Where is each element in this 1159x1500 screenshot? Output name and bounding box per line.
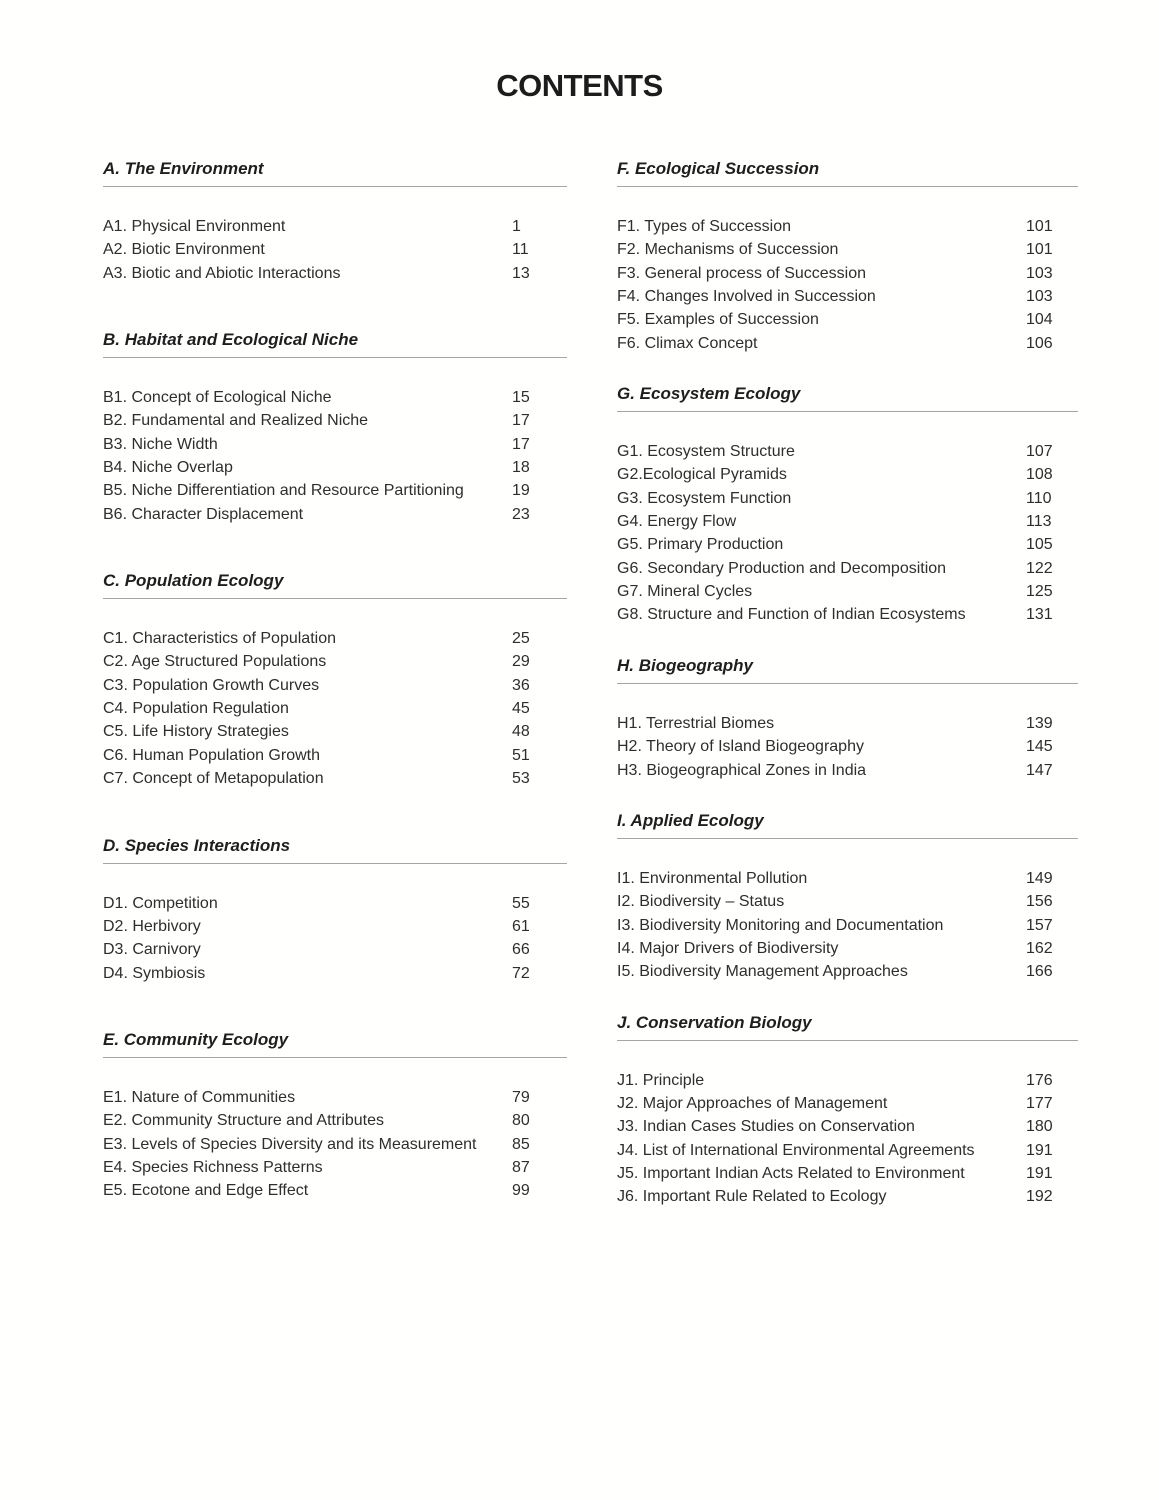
toc-item-page: 103 xyxy=(1026,288,1053,306)
toc-row xyxy=(103,627,567,650)
toc-item-page: 19 xyxy=(512,482,530,500)
toc-row xyxy=(103,892,567,915)
toc-row xyxy=(103,697,567,720)
toc-row xyxy=(617,463,1078,486)
toc-row xyxy=(103,720,567,743)
toc-item-label: G4. Energy Flow xyxy=(617,513,737,531)
toc-item-page: 85 xyxy=(512,1135,530,1153)
section-divider xyxy=(617,411,1078,412)
section-divider xyxy=(103,186,567,187)
toc-item-label: C2. Age Structured Populations xyxy=(103,653,327,671)
toc-item-label: C3. Population Growth Curves xyxy=(103,676,320,694)
toc-item-page: 15 xyxy=(512,389,530,407)
toc-item-label: G3. Ecosystem Function xyxy=(617,489,792,507)
toc-row xyxy=(103,409,567,432)
toc-row xyxy=(103,1156,567,1179)
toc-item-page: 18 xyxy=(512,459,530,477)
toc-row xyxy=(103,1133,567,1156)
toc-item-page: 157 xyxy=(1026,916,1053,934)
toc-item-label: J6. Important Rule Related to Ecology xyxy=(617,1188,887,1206)
toc-item-label: I1. Environmental Pollution xyxy=(617,869,808,887)
section-items xyxy=(617,440,1078,627)
toc-item-label: C4. Population Regulation xyxy=(103,700,289,718)
toc-item-label: B1. Concept of Ecological Niche xyxy=(103,389,332,407)
toc-item-page: 113 xyxy=(1026,513,1052,531)
section-divider xyxy=(617,683,1078,684)
toc-item-page: 29 xyxy=(512,653,530,671)
toc-item-page: 45 xyxy=(512,700,530,718)
toc-item-label: B2. Fundamental and Realized Niche xyxy=(103,412,369,430)
toc-row xyxy=(103,1086,567,1109)
toc-row xyxy=(617,937,1078,960)
toc-item-label: C7. Concept of Metapopulation xyxy=(103,770,324,788)
toc-item-page: 48 xyxy=(512,723,530,741)
toc-item-label: J4. List of International Environmental Agreements xyxy=(617,1141,975,1159)
toc-row xyxy=(617,759,1078,782)
toc-row xyxy=(617,712,1078,735)
section-divider xyxy=(103,598,567,599)
toc-row xyxy=(617,285,1078,308)
toc-row xyxy=(103,386,567,409)
section-heading: E. Community Ecology xyxy=(103,1029,289,1049)
section-divider xyxy=(617,838,1078,839)
toc-section xyxy=(617,1012,1078,1209)
toc-item-page: 166 xyxy=(1026,963,1053,981)
section-divider xyxy=(103,1057,567,1058)
toc-row xyxy=(617,487,1078,510)
toc-row xyxy=(103,674,567,697)
toc-item-page: 108 xyxy=(1026,466,1053,484)
toc-item-label: H1. Terrestrial Biomes xyxy=(617,714,775,732)
page-title: CONTENTS xyxy=(496,68,663,103)
toc-item-label: A2. Biotic Environment xyxy=(103,241,265,259)
toc-row xyxy=(617,735,1078,758)
toc-item-label: G1. Ecosystem Structure xyxy=(617,443,795,461)
toc-item-page: 17 xyxy=(512,412,530,430)
toc-row xyxy=(103,1109,567,1132)
section-heading: G. Ecosystem Ecology xyxy=(617,384,801,404)
toc-column-right xyxy=(617,158,1078,1209)
toc-item-page: 149 xyxy=(1026,869,1053,887)
toc-item-page: 1 xyxy=(512,218,521,235)
toc-row xyxy=(617,1092,1078,1115)
toc-section xyxy=(103,835,567,985)
toc-item-label: E1. Nature of Communities xyxy=(103,1088,296,1106)
section-heading: I. Applied Ecology xyxy=(617,810,764,830)
toc-item-page: 79 xyxy=(512,1088,530,1106)
toc-row xyxy=(617,510,1078,533)
toc-section xyxy=(617,810,1078,984)
toc-item-page: 53 xyxy=(512,770,530,788)
toc-item-label: D3. Carnivory xyxy=(103,941,201,959)
toc-item-label: C1. Characteristics of Population xyxy=(103,630,336,648)
toc-item-page: 23 xyxy=(512,505,530,523)
toc-item-label: G7. Mineral Cycles xyxy=(617,583,753,601)
toc-item-page: 107 xyxy=(1026,443,1053,461)
toc-item-page: 191 xyxy=(1026,1164,1053,1182)
section-items xyxy=(617,712,1078,782)
toc-row xyxy=(103,650,567,673)
toc-item-page: 13 xyxy=(512,264,530,282)
toc-item-page: 55 xyxy=(512,894,530,912)
toc-item-page: 99 xyxy=(512,1182,530,1200)
toc-row xyxy=(617,960,1078,983)
section-heading: D. Species Interactions xyxy=(103,835,291,855)
toc-row xyxy=(617,557,1078,580)
toc-item-page: 101 xyxy=(1026,241,1053,259)
toc-item-label: J5. Important Indian Acts Related to Environment xyxy=(617,1164,965,1182)
toc-item-label: I4. Major Drivers of Biodiversity xyxy=(617,939,839,957)
toc-item-page: 180 xyxy=(1026,1118,1053,1136)
toc-item-page: 162 xyxy=(1026,939,1053,957)
section-divider xyxy=(617,186,1078,187)
toc-item-label: G6. Secondary Production and Decomposition xyxy=(617,559,947,577)
section-items xyxy=(617,867,1078,984)
toc-item-page: 103 xyxy=(1026,264,1053,282)
toc-row xyxy=(617,867,1078,890)
toc-item-label: J2. Major Approaches of Management xyxy=(617,1094,888,1112)
toc-column-left xyxy=(103,158,567,1203)
toc-item-label: A1. Physical Environment xyxy=(103,218,286,235)
toc-item-page: 72 xyxy=(512,964,530,982)
toc-row xyxy=(103,915,567,938)
section-items xyxy=(103,1086,567,1203)
toc-row xyxy=(617,1185,1078,1208)
toc-item-label: H3. Biogeographical Zones in India xyxy=(617,761,867,779)
toc-item-page: 51 xyxy=(512,746,530,764)
section-items xyxy=(617,1069,1078,1209)
toc-item-label: B3. Niche Width xyxy=(103,435,218,453)
toc-row xyxy=(103,479,567,502)
toc-item-label: J1. Principle xyxy=(617,1071,705,1089)
toc-row xyxy=(103,767,567,790)
toc-row xyxy=(617,890,1078,913)
toc-item-page: 106 xyxy=(1026,334,1053,352)
toc-row xyxy=(617,603,1078,626)
toc-row xyxy=(617,238,1078,261)
toc-row xyxy=(617,332,1078,355)
toc-row xyxy=(617,262,1078,285)
toc-item-label: C6. Human Population Growth xyxy=(103,746,320,764)
toc-item-label: I5. Biodiversity Management Approaches xyxy=(617,963,908,981)
section-items xyxy=(103,892,567,985)
toc-row xyxy=(617,914,1078,937)
toc-row xyxy=(617,1069,1078,1092)
toc-row xyxy=(103,456,567,479)
toc-item-label: G2.Ecological Pyramids xyxy=(617,466,787,484)
toc-section xyxy=(617,158,1078,355)
toc-item-label: F2. Mechanisms of Succession xyxy=(617,241,839,259)
toc-row xyxy=(617,1162,1078,1185)
toc-row xyxy=(103,962,567,985)
toc-item-label: E2. Community Structure and Attributes xyxy=(103,1112,385,1130)
section-heading: B. Habitat and Ecological Niche xyxy=(103,330,359,350)
toc-item-label: G5. Primary Production xyxy=(617,536,784,554)
toc-row xyxy=(617,533,1078,556)
toc-item-page: 191 xyxy=(1026,1141,1053,1159)
section-items xyxy=(103,627,567,790)
toc-section xyxy=(617,383,1078,627)
toc-item-label: E5. Ecotone and Edge Effect xyxy=(103,1182,309,1200)
toc-item-label: H2. Theory of Island Biogeography xyxy=(617,738,864,756)
toc-row xyxy=(617,215,1078,238)
toc-item-label: B4. Niche Overlap xyxy=(103,459,233,477)
toc-row xyxy=(103,744,567,767)
toc-item-label: G8. Structure and Function of Indian Ecosystems xyxy=(617,606,966,624)
toc-item-page: 177 xyxy=(1026,1094,1053,1112)
toc-item-label: I3. Biodiversity Monitoring and Documentation xyxy=(617,916,944,934)
toc-item-page: 11 xyxy=(512,241,529,259)
toc-item-page: 156 xyxy=(1026,893,1053,911)
toc-item-label: D1. Competition xyxy=(103,894,218,912)
section-heading: H. Biogeography xyxy=(617,655,754,675)
toc-item-page: 139 xyxy=(1026,714,1053,732)
toc-item-label: B6. Character Displacement xyxy=(103,505,304,523)
toc-row xyxy=(103,262,567,285)
toc-section xyxy=(103,158,567,285)
toc-item-label: E4. Species Richness Patterns xyxy=(103,1158,323,1176)
toc-item-page: 36 xyxy=(512,676,530,694)
toc-item-page: 80 xyxy=(512,1112,530,1130)
toc-item-page: 61 xyxy=(512,917,530,935)
section-items xyxy=(617,215,1078,355)
toc-item-label: D4. Symbiosis xyxy=(103,964,206,982)
toc-row xyxy=(103,433,567,456)
toc-section xyxy=(617,655,1078,782)
toc-item-page: 17 xyxy=(512,435,530,453)
toc-item-page: 147 xyxy=(1026,761,1053,779)
toc-item-page: 122 xyxy=(1026,559,1053,577)
section-heading: F. Ecological Succession xyxy=(617,159,820,178)
toc-row xyxy=(617,580,1078,603)
toc-row xyxy=(617,1115,1078,1138)
toc-item-page: 131 xyxy=(1026,606,1053,624)
toc-row xyxy=(103,238,567,261)
toc-item-page: 25 xyxy=(512,630,530,648)
section-divider xyxy=(103,357,567,358)
toc-item-label: F3. General process of Succession xyxy=(617,264,867,282)
toc-row xyxy=(103,503,567,526)
toc-row xyxy=(103,1179,567,1202)
toc-item-page: 101 xyxy=(1026,218,1053,235)
section-divider xyxy=(617,1040,1078,1041)
toc-row xyxy=(617,308,1078,331)
toc-item-page: 105 xyxy=(1026,536,1053,554)
toc-item-label: B5. Niche Differentiation and Resource Partitioning xyxy=(103,482,464,500)
toc-item-label: F4. Changes Involved in Succession xyxy=(617,288,876,306)
section-divider xyxy=(103,863,567,864)
toc-item-label: A3. Biotic and Abiotic Interactions xyxy=(103,264,341,282)
toc-item-page: 145 xyxy=(1026,738,1053,756)
toc-item-page: 87 xyxy=(512,1158,530,1176)
toc-section xyxy=(103,1029,567,1203)
toc-row xyxy=(617,1139,1078,1162)
toc-item-page: 176 xyxy=(1026,1071,1053,1089)
section-heading: C. Population Ecology xyxy=(103,571,284,591)
toc-item-label: D2. Herbivory xyxy=(103,917,201,935)
section-heading: A. The Environment xyxy=(103,159,264,178)
toc-item-page: 104 xyxy=(1026,311,1053,329)
toc-item-label: I2. Biodiversity – Status xyxy=(617,893,785,911)
toc-item-page: 125 xyxy=(1026,583,1053,601)
toc-item-label: F6. Climax Concept xyxy=(617,334,758,352)
toc-item-page: 192 xyxy=(1026,1188,1053,1206)
toc-section xyxy=(103,329,567,526)
section-items xyxy=(103,386,567,526)
toc-row xyxy=(103,938,567,961)
toc-row xyxy=(617,440,1078,463)
toc-item-label: F5. Examples of Succession xyxy=(617,311,819,329)
toc-row xyxy=(103,215,567,238)
toc-item-label: F1. Types of Succession xyxy=(617,218,792,235)
toc-item-page: 66 xyxy=(512,941,530,959)
toc-section xyxy=(103,570,567,790)
section-items xyxy=(103,215,567,285)
toc-item-label: J3. Indian Cases Studies on Conservation xyxy=(617,1118,915,1136)
toc-item-page: 110 xyxy=(1026,489,1052,507)
toc-item-label: C5. Life History Strategies xyxy=(103,723,289,741)
section-heading: J. Conservation Biology xyxy=(617,1012,812,1032)
toc-item-label: E3. Levels of Species Diversity and its Measurement xyxy=(103,1135,477,1153)
